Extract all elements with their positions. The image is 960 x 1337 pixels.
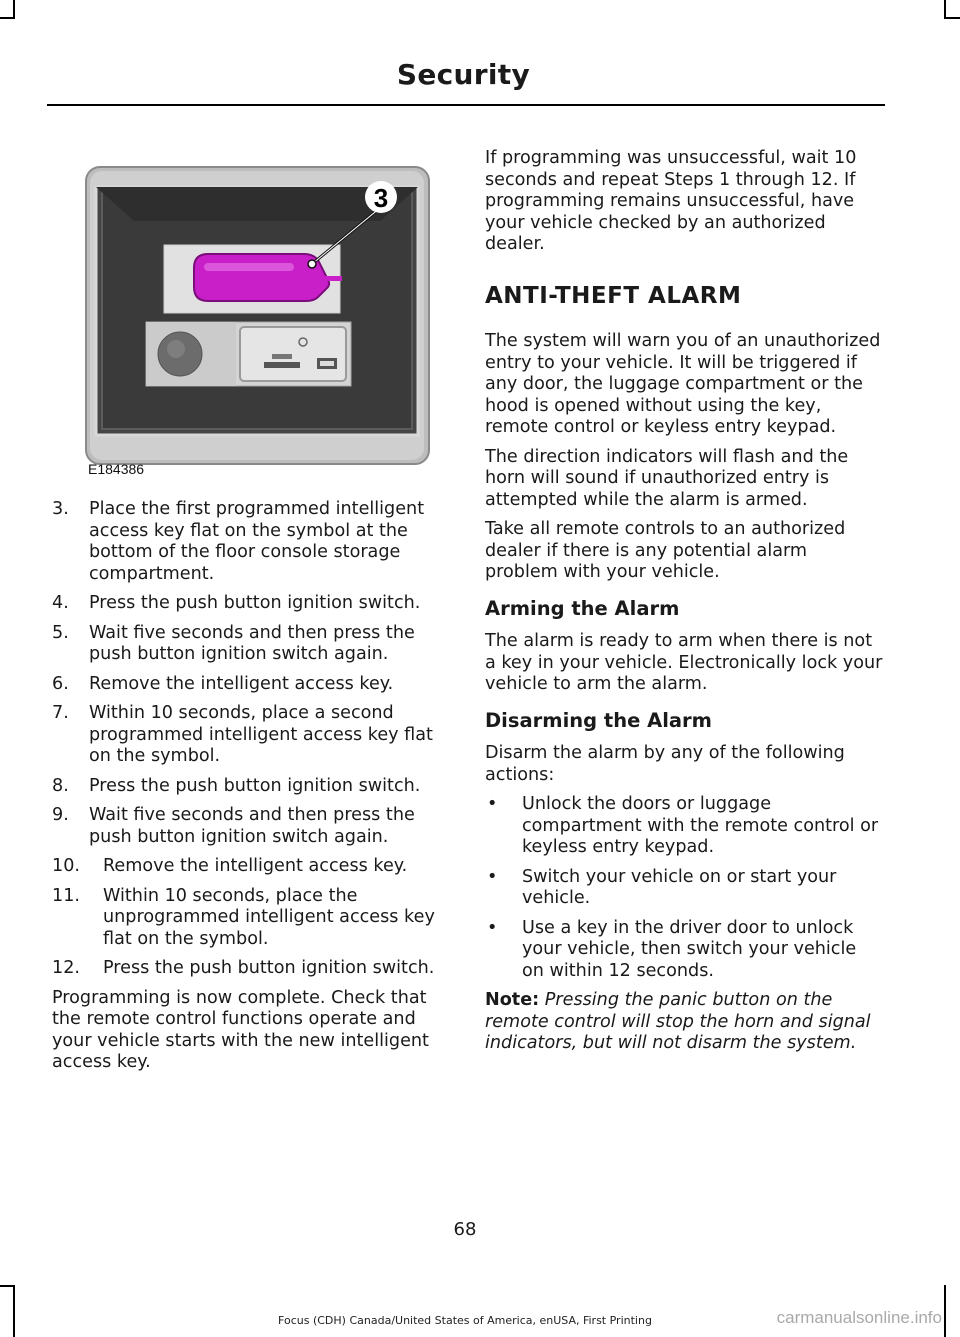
list-item (52, 805, 448, 848)
crop-mark-bottom-right-v (944, 1285, 946, 1337)
right-column (485, 148, 883, 1063)
arming-heading: Arming the Alarm (485, 596, 680, 620)
bullet-icon: • (487, 794, 498, 814)
footer-text: Focus (CDH) Canada/United States of America, enUSA, First Printing (278, 1314, 652, 1327)
step-text: Place the first programmed intelligent access key flat on the symbol at the bottom of the floor console storage compartment. (89, 499, 425, 584)
note-paragraph (485, 990, 883, 1055)
disarming-heading: Disarming the Alarm (485, 708, 712, 732)
figure-code: E184386 (88, 461, 145, 477)
floor-console-storage-illustration-icon (84, 165, 431, 466)
console-illustration (84, 165, 431, 466)
step-text: Press the push button ignition switch. (89, 775, 421, 796)
list-item (485, 918, 883, 983)
note-label: Note: (485, 990, 540, 1010)
step-number: 9. (52, 805, 69, 825)
disarming-intro: Disarm the alarm by any of the following actions: (485, 743, 845, 785)
step-number: 3. (52, 499, 69, 519)
step-text: Within 10 seconds, place the unprogrammed intelligent access key flat on the symbol. (103, 885, 435, 949)
list-item (52, 856, 448, 878)
step-text: Remove the intelligent access key. (89, 673, 394, 694)
watermark: carmanualsonline.info (776, 1308, 942, 1327)
arming-paragraph: The alarm is ready to arm when there is not a key in your vehicle. Electronically lock your vehicle to arm the alarm. (485, 631, 883, 694)
bullet-text: Use a key in the driver door to unlock your vehicle, then switch your vehicle on within 12 seconds. (522, 917, 857, 981)
bullet-icon: • (487, 866, 498, 887)
header-rule (47, 104, 885, 106)
intro-paragraph: If programming was unsuccessful, wait 10 seconds and repeat Steps 1 through 12. If programming remains unsuccessful, have your vehicle checked by an authorized dealer. (485, 148, 857, 254)
crop-mark-top-right-h (944, 17, 960, 19)
section-heading: ANTI-THEFT ALARM (485, 282, 742, 309)
bullet-text: Unlock the doors or luggage compartment with the remote control or keyless entry keypad. (522, 794, 879, 857)
step-text: Press the push button ignition switch. (89, 593, 421, 613)
bullet-icon: • (487, 917, 498, 938)
step-number: 12. (52, 958, 80, 978)
list-item (52, 593, 448, 615)
alarm-paragraph-1: The system will warn you of an unauthorized entry to your vehicle. It will be triggered if any door, the luggage compartment or the hood is opened without using the key, remote control or keyless entry keypad. (485, 331, 881, 437)
step-text: Wait five seconds and then press the push button ignition switch again. (89, 622, 415, 664)
step-number: 8. (52, 775, 69, 796)
list-item (52, 703, 448, 768)
crop-mark-top-left-v (13, 0, 15, 18)
note-text: Pressing the panic button on the remote control will stop the horn and signal indicators, but will not disarm the system. (485, 990, 871, 1053)
crop-mark-top-left-h (0, 17, 15, 19)
step-number: 6. (52, 673, 69, 694)
bullet-text: Switch your vehicle on or start your vehicle. (522, 866, 837, 908)
list-item (52, 499, 448, 585)
step-text: Remove the intelligent access key. (103, 856, 408, 876)
list-item (485, 794, 883, 859)
alarm-paragraph-2: The direction indicators will flash and the horn will sound if unauthorized entry is attempted while the alarm is armed. (485, 446, 849, 510)
step-text: Wait five seconds and then press the push button ignition switch again. (89, 805, 415, 847)
list-item (52, 776, 448, 798)
alarm-paragraph-3: Take all remote controls to an authorized dealer if there is any potential alarm problem with your vehicle. (485, 519, 846, 582)
step-number: 7. (52, 703, 69, 723)
callout-number: 3 (373, 183, 389, 213)
left-column (52, 499, 448, 1082)
closing-paragraph: Programming is now complete. Check that the remote control functions operate and your vehicle starts with the new intelligent access key. (52, 987, 429, 1072)
step-number: 4. (52, 593, 69, 613)
step-text: Within 10 seconds, place a second programmed intelligent access key flat on the symbol. (89, 703, 433, 766)
disarm-actions-list (485, 794, 883, 982)
list-item (485, 867, 883, 910)
step-number: 5. (52, 622, 69, 643)
list-item (52, 958, 448, 980)
crop-mark-bottom-left-h (0, 1285, 15, 1287)
step-number: 10. (52, 856, 80, 876)
list-item (52, 886, 448, 951)
crop-mark-bottom-left-v (13, 1285, 15, 1337)
step-text: Press the push button ignition switch. (103, 958, 435, 978)
list-item (52, 674, 448, 696)
programming-steps (52, 499, 448, 980)
page-number: 68 (453, 1219, 477, 1240)
step-number: 11. (52, 885, 80, 906)
crop-mark-top-right-v (944, 0, 946, 18)
list-item (52, 623, 448, 666)
page-header-title: Security (396, 58, 530, 91)
